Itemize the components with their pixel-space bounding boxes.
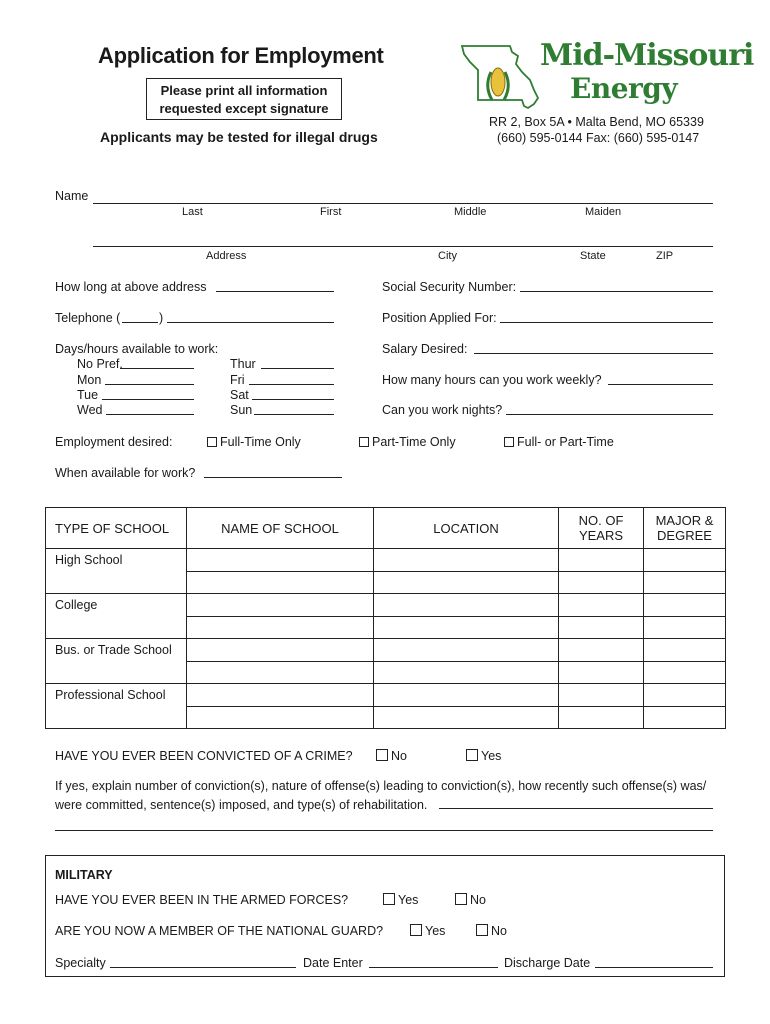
armed-forces-question: HAVE YOU EVER BEEN IN THE ARMED FORCES? xyxy=(55,893,349,907)
armed-forces-no-option[interactable] xyxy=(455,893,486,907)
armed-forces-yes-option[interactable] xyxy=(383,893,418,907)
full-or-part-option[interactable] xyxy=(504,435,614,449)
table-row xyxy=(46,661,726,684)
address-sub-city: City xyxy=(438,250,457,262)
full-or-part-label: Full- or Part-Time xyxy=(517,435,614,449)
salary-label: Salary Desired: xyxy=(382,342,468,356)
day-sun-label: Sun xyxy=(230,403,253,417)
print-notice-line1: Please print all information xyxy=(160,83,328,98)
day-sun-field[interactable] xyxy=(254,414,334,415)
table-cell[interactable] xyxy=(374,616,559,639)
table-cell[interactable] xyxy=(644,684,726,707)
day-wed-label: Wed xyxy=(77,403,103,417)
position-label: Position Applied For: xyxy=(382,311,497,325)
school-type-high-school: High School xyxy=(46,549,187,572)
when-available-field[interactable] xyxy=(204,477,342,478)
conviction-explain-line2: were committed, sentence(s) imposed, and type(s) of rehabilitation. xyxy=(55,798,428,812)
table-cell[interactable] xyxy=(374,594,559,617)
table-cell[interactable] xyxy=(374,706,559,729)
missouri-logo-icon xyxy=(458,42,548,112)
table-cell[interactable] xyxy=(374,684,559,707)
national-guard-question: ARE YOU NOW A MEMBER OF THE NATIONAL GUARD? xyxy=(55,924,384,938)
day-no-pref-field[interactable] xyxy=(120,368,194,369)
education-table xyxy=(45,507,726,729)
day-sat-field[interactable] xyxy=(252,399,334,400)
when-available-label: When available for work? xyxy=(55,466,196,480)
col-years xyxy=(559,508,644,549)
table-cell[interactable] xyxy=(187,661,374,684)
conviction-explain-line1: If yes, explain number of conviction(s), nature of offense(s) leading to conviction(s), how recently such offense(s) was/ xyxy=(55,779,707,793)
table-row xyxy=(46,616,726,639)
conviction-yes-option[interactable] xyxy=(466,749,501,763)
table-row xyxy=(46,549,726,572)
col-years-line2: YEARS xyxy=(578,528,624,543)
table-cell[interactable] xyxy=(559,706,644,729)
table-cell[interactable] xyxy=(187,571,374,594)
table-cell[interactable] xyxy=(644,571,726,594)
table-cell[interactable] xyxy=(187,594,374,617)
days-hours-label: Days/hours available to work: xyxy=(55,342,219,356)
table-cell[interactable] xyxy=(559,571,644,594)
table-cell xyxy=(46,661,187,684)
conviction-no-label: No xyxy=(391,749,407,763)
col-name-of-school: NAME OF SCHOOL xyxy=(187,508,374,549)
address-sub-address: Address xyxy=(206,250,247,262)
table-cell[interactable] xyxy=(187,684,374,707)
col-location: LOCATION xyxy=(374,508,559,549)
nights-field[interactable] xyxy=(506,414,713,415)
full-time-checkbox[interactable] xyxy=(207,437,217,447)
drug-test-notice: Applicants may be tested for illegal drugs xyxy=(100,129,378,145)
address-sub-zip: ZIP xyxy=(656,250,674,262)
table-row xyxy=(46,684,726,707)
table-cell[interactable] xyxy=(644,594,726,617)
name-sub-first: First xyxy=(320,206,342,218)
date-enter-label: Date Enter xyxy=(303,956,363,970)
national-guard-yes-checkbox[interactable] xyxy=(410,924,422,936)
col-major-line2: DEGREE xyxy=(657,528,712,543)
position-field[interactable] xyxy=(500,322,713,323)
table-cell[interactable] xyxy=(644,616,726,639)
employment-desired-label: Employment desired: xyxy=(55,435,173,449)
table-row xyxy=(46,706,726,729)
table-cell[interactable] xyxy=(559,639,644,662)
conviction-no-checkbox[interactable] xyxy=(376,749,388,761)
company-address: RR 2, Box 5A • Malta Bend, MO 65339 xyxy=(489,115,704,129)
how-long-label: How long at above address xyxy=(55,280,207,294)
col-type-of-school: TYPE OF SCHOOL xyxy=(46,508,187,549)
day-no-pref-label: No Pref. xyxy=(77,357,123,371)
table-cell[interactable] xyxy=(374,571,559,594)
hours-weekly-field[interactable] xyxy=(608,384,713,385)
col-major xyxy=(644,508,726,549)
table-cell[interactable] xyxy=(559,594,644,617)
discharge-date-label: Discharge Date xyxy=(504,956,591,970)
armed-forces-no-label: No xyxy=(470,893,486,907)
table-cell[interactable] xyxy=(187,639,374,662)
full-time-label: Full-Time Only xyxy=(220,435,301,449)
print-notice-box xyxy=(146,78,342,120)
day-fri-label: Fri xyxy=(230,373,245,387)
logo-word-energy: Energy xyxy=(570,72,678,105)
full-or-part-checkbox[interactable] xyxy=(504,437,514,447)
table-cell xyxy=(46,571,187,594)
school-type-trade: Bus. or Trade School xyxy=(46,639,187,662)
table-cell[interactable] xyxy=(374,661,559,684)
day-fri-field[interactable] xyxy=(249,384,334,385)
conviction-question: HAVE YOU EVER BEEN CONVICTED OF A CRIME? xyxy=(55,749,353,763)
ssn-field[interactable] xyxy=(520,291,713,292)
day-mon-field[interactable] xyxy=(105,384,194,385)
telephone-label: Telephone ( xyxy=(55,311,121,325)
national-guard-yes-label: Yes xyxy=(425,924,446,938)
table-row xyxy=(46,571,726,594)
table-cell[interactable] xyxy=(559,549,644,572)
armed-forces-yes-checkbox[interactable] xyxy=(383,893,395,905)
company-phone: (660) 595-0144 Fax: (660) 595-0147 xyxy=(497,131,700,145)
table-cell[interactable] xyxy=(644,706,726,729)
day-sat-label: Sat xyxy=(230,388,249,402)
table-cell[interactable] xyxy=(187,549,374,572)
part-time-option[interactable] xyxy=(359,435,456,449)
armed-forces-no-checkbox[interactable] xyxy=(455,893,467,905)
table-row xyxy=(46,594,726,617)
conviction-no-option[interactable] xyxy=(376,749,407,763)
col-major-line1: MAJOR & xyxy=(655,513,714,528)
print-notice-line2: requested except signature xyxy=(159,101,329,116)
table-cell[interactable] xyxy=(644,661,726,684)
national-guard-yes-option[interactable] xyxy=(410,924,445,938)
day-tue-label: Tue xyxy=(77,388,99,402)
part-time-label: Part-Time Only xyxy=(372,435,456,449)
day-thur-label: Thur xyxy=(230,357,256,371)
table-cell[interactable] xyxy=(374,639,559,662)
table-row xyxy=(46,639,726,662)
military-title: MILITARY xyxy=(55,868,113,882)
school-type-professional: Professional School xyxy=(46,684,187,707)
address-sub-state: State xyxy=(580,250,606,262)
nights-label: Can you work nights? xyxy=(382,403,503,417)
conviction-yes-label: Yes xyxy=(481,749,502,763)
table-cell[interactable] xyxy=(559,684,644,707)
part-time-checkbox[interactable] xyxy=(359,437,369,447)
telephone-paren-close: ) xyxy=(159,311,164,325)
national-guard-no-checkbox[interactable] xyxy=(476,924,488,936)
ssn-label: Social Security Number: xyxy=(382,280,517,294)
page-title: Application for Employment xyxy=(98,43,384,68)
specialty-label: Specialty xyxy=(55,956,106,970)
full-time-option[interactable] xyxy=(207,435,301,449)
specialty-field[interactable] xyxy=(110,967,296,968)
date-enter-field[interactable] xyxy=(369,967,498,968)
telephone-area-code-field[interactable] xyxy=(122,322,158,323)
table-cell[interactable] xyxy=(644,549,726,572)
name-label: Name xyxy=(55,189,89,203)
name-sub-middle: Middle xyxy=(454,206,487,218)
conviction-explain-field-2[interactable] xyxy=(55,830,713,831)
day-mon-label: Mon xyxy=(77,373,102,387)
table-cell[interactable] xyxy=(644,639,726,662)
telephone-field[interactable] xyxy=(167,322,334,323)
day-wed-field[interactable] xyxy=(106,414,194,415)
table-cell[interactable] xyxy=(187,616,374,639)
table-cell xyxy=(46,616,187,639)
table-cell[interactable] xyxy=(559,616,644,639)
day-tue-field[interactable] xyxy=(102,399,194,400)
day-thur-field[interactable] xyxy=(261,368,334,369)
table-cell xyxy=(46,706,187,729)
table-cell[interactable] xyxy=(374,549,559,572)
name-field[interactable] xyxy=(93,203,713,204)
conviction-yes-checkbox[interactable] xyxy=(466,749,478,761)
table-cell[interactable] xyxy=(559,661,644,684)
name-sub-maiden: Maiden xyxy=(585,206,622,218)
logo-word-mid-missouri: Mid-Missouri xyxy=(540,38,754,73)
hours-weekly-label: How many hours can you work weekly? xyxy=(382,373,602,387)
name-sub-last: Last xyxy=(182,206,203,218)
col-years-line1: NO. OF xyxy=(578,513,624,528)
national-guard-no-option[interactable] xyxy=(476,924,507,938)
discharge-date-field[interactable] xyxy=(595,967,713,968)
national-guard-no-label: No xyxy=(491,924,507,938)
how-long-field[interactable] xyxy=(216,291,334,292)
conviction-explain-field[interactable] xyxy=(439,808,713,809)
school-type-college: College xyxy=(46,594,187,617)
address-field[interactable] xyxy=(93,246,713,247)
military-section xyxy=(45,855,725,977)
armed-forces-yes-label: Yes xyxy=(398,893,419,907)
table-cell[interactable] xyxy=(187,706,374,729)
salary-field[interactable] xyxy=(474,353,713,354)
